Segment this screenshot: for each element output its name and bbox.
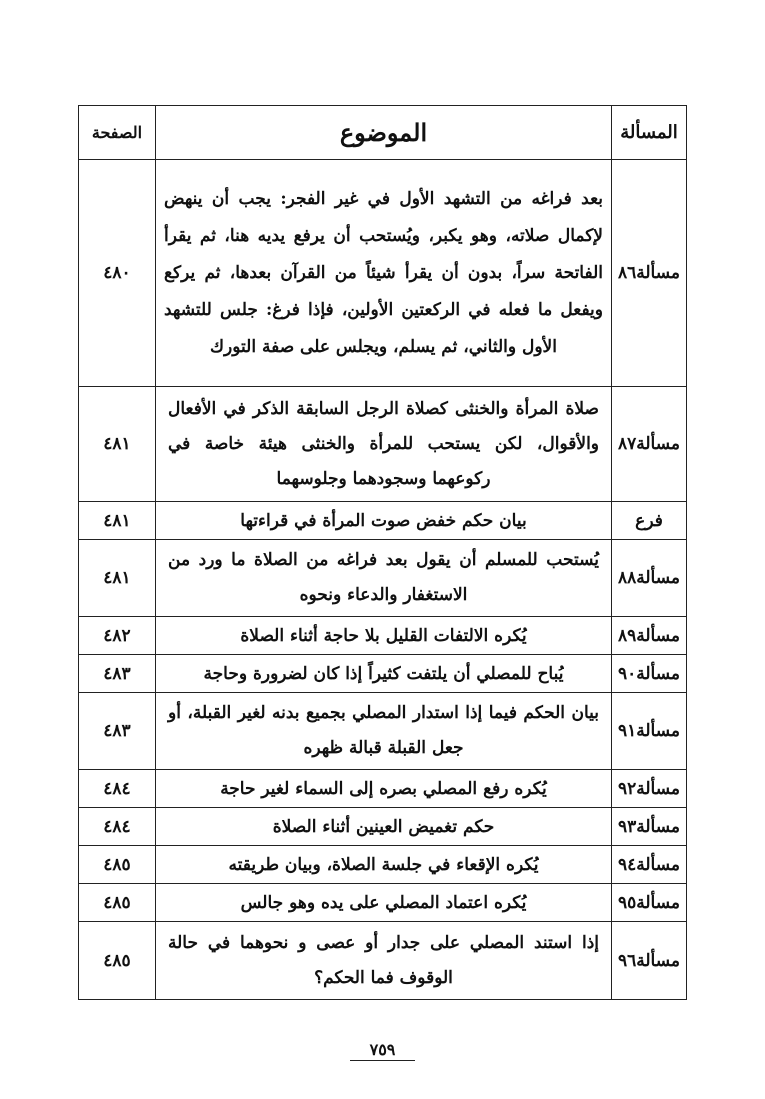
page-number-text: ٧٥٩ (350, 1040, 416, 1061)
topic-cell: صلاة المرأة والخنثى كصلاة الرجل السابقة الذكر في الأفعال والأقوال، لكن يستحب للمرأة والخنثى هيئة خاصة في ركوعهما وسجودهما وجلوسهما (156, 387, 612, 502)
issue-cell: مسألة٩١ (612, 693, 687, 770)
table-row (79, 655, 687, 693)
page-cell: ٤٨١ (79, 540, 156, 617)
table-row (79, 846, 687, 884)
page-cell: ٤٨٣ (79, 655, 156, 693)
table-row (79, 387, 687, 502)
issue-cell: مسألة٨٧ (612, 387, 687, 502)
table-row (79, 693, 687, 770)
page-cell: ٤٨٣ (79, 693, 156, 770)
page-cell: ٤٨٠ (79, 160, 156, 387)
index-table (78, 105, 687, 1000)
header-issue: المسألة (612, 106, 687, 160)
table-row (79, 617, 687, 655)
topic-cell: حكم تغميض العينين أثناء الصلاة (156, 808, 612, 846)
page-cell: ٤٨٥ (79, 922, 156, 1000)
topic-cell: إذا استند المصلي على جدار أو عصى و نحوهما في حالة الوقوف فما الحكم؟ (156, 922, 612, 1000)
topic-cell: يُباح للمصلي أن يلتفت كثيراً إذا كان لضرورة وحاجة (156, 655, 612, 693)
issue-cell: مسألة٩٥ (612, 884, 687, 922)
table-row (79, 502, 687, 540)
table-row (79, 160, 687, 387)
topic-cell: يُكره الالتفات القليل بلا حاجة أثناء الصلاة (156, 617, 612, 655)
table-row (79, 884, 687, 922)
issue-cell: مسألة٩٤ (612, 846, 687, 884)
page-cell: ٤٨٥ (79, 884, 156, 922)
topic-cell: بيان حكم خفض صوت المرأة في قراءتها (156, 502, 612, 540)
header-topic: الموضوع (156, 106, 612, 160)
page-cell: ٤٨٥ (79, 846, 156, 884)
issue-cell: مسألة٩٣ (612, 808, 687, 846)
issue-cell: مسألة٩٦ (612, 922, 687, 1000)
page-cell: ٤٨٢ (79, 617, 156, 655)
topic-cell: يُكره رفع المصلي بصره إلى السماء لغير حاجة (156, 770, 612, 808)
issue-cell: فرع (612, 502, 687, 540)
topic-cell: بعد فراغه من التشهد الأول في غير الفجر: يجب أن ينهض لإكمال صلاته، وهو يكبر، ويُستحب أن يرفع يديه هنا، ثم يقرأ الفاتحة سراً، بدون أن يقرأ شيئاً من القرآن بعدها، ثم يركع ويفعل ما فعله في الركعتين الأولين، فإذا فرغ: جلس للتشهد الأول والثاني، ثم يسلم، ويجلس على صفة التورك (156, 160, 612, 387)
table-header-row (79, 106, 687, 160)
topic-cell: يُكره الإقعاء في جلسة الصلاة، وبيان طريقته (156, 846, 612, 884)
header-page: الصفحة (79, 106, 156, 160)
topic-cell: يُستحب للمسلم أن يقول بعد فراغه من الصلاة ما ورد من الاستغفار والدعاء ونحوه (156, 540, 612, 617)
page-cell: ٤٨١ (79, 387, 156, 502)
issue-cell: مسألة٨٦ (612, 160, 687, 387)
page-cell: ٤٨٤ (79, 808, 156, 846)
table-row (79, 540, 687, 617)
issue-cell: مسألة٩٠ (612, 655, 687, 693)
topic-cell: يُكره اعتماد المصلي على يده وهو جالس (156, 884, 612, 922)
issue-cell: مسألة٩٢ (612, 770, 687, 808)
table-row (79, 808, 687, 846)
table-row (79, 922, 687, 1000)
issue-cell: مسألة٨٩ (612, 617, 687, 655)
topic-cell: بيان الحكم فيما إذا استدار المصلي بجميع بدنه لغير القبلة، أو جعل القبلة قبالة ظهره (156, 693, 612, 770)
page-number (0, 1040, 765, 1059)
table-row (79, 770, 687, 808)
page-cell: ٤٨٤ (79, 770, 156, 808)
page-cell: ٤٨١ (79, 502, 156, 540)
issue-cell: مسألة٨٨ (612, 540, 687, 617)
